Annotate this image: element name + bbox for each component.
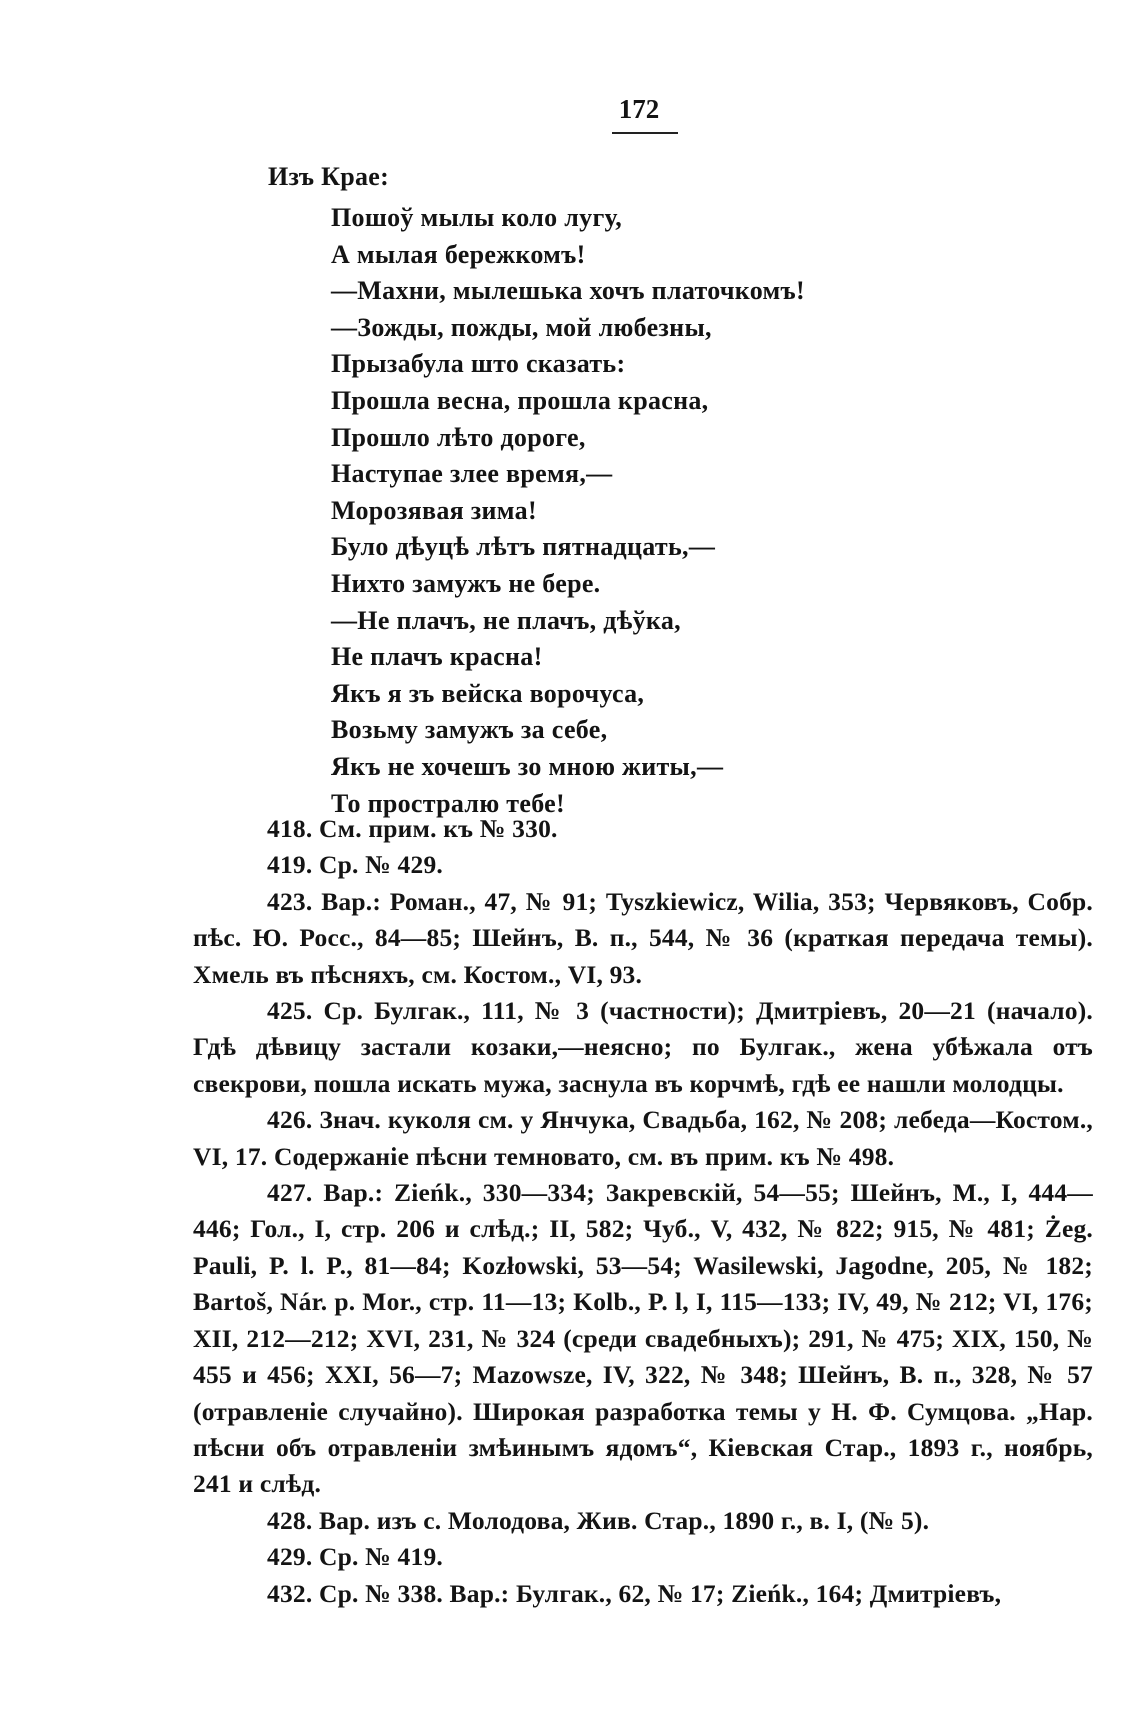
- song-text: [331, 200, 805, 822]
- note-number: 419.: [267, 850, 313, 880]
- note-number: 428.: [267, 1505, 313, 1535]
- note-text: Ср. № 429.: [319, 850, 443, 880]
- song-line: Нихто замужъ не бере.: [331, 568, 601, 598]
- song-line: —Махни, мылешька хочъ платочкомъ!: [331, 276, 805, 306]
- note-number: 425.: [267, 996, 313, 1026]
- song-line: Наступае злее время,—: [331, 459, 613, 489]
- page-number: 172: [618, 94, 660, 124]
- song-line: Прошла весна, прошла красна,: [331, 385, 709, 415]
- song-line: Пошоў мылы коло лугу,: [331, 203, 623, 232]
- song-line: Морозявая зима!: [331, 495, 537, 525]
- note-text: Вар. изъ с. Молодова, Жив. Стар., 1890 г., в. I, (№ 5).: [319, 1505, 930, 1535]
- note-text: Вар.: Роман., 47, № 91; Tyszkiewicz, Wilia, 353; Червяковъ, Собр. пѣс. Ю. Росс., 84—85; Шейнъ, В. п., 544, № 36 (краткая передача темы). Хмель въ пѣсняхъ, см. Костом., VI, 93.: [193, 886, 1093, 989]
- song-intro: Изъ Крае:: [268, 162, 390, 191]
- note-entry: [193, 884, 1093, 993]
- note-entry: [193, 1576, 1093, 1612]
- song-line: То простралю тебе!: [331, 788, 565, 818]
- page-number-underline: [612, 132, 678, 134]
- song-line: А мылая бережкомъ!: [331, 239, 586, 269]
- note-text: Ср. № 338. Вар.: Булгак., 62, № 17; Zieńk., 164; Дмитріевъ,: [319, 1578, 1002, 1608]
- notes-section: [193, 811, 1093, 1612]
- note-entry: [193, 1175, 1093, 1503]
- note-number: 427.: [267, 1178, 313, 1208]
- note-entry: [193, 1539, 1093, 1575]
- note-entry: [193, 847, 1093, 883]
- song-line: —Зожды, пожды, мой любезны,: [331, 312, 712, 342]
- song-line: Було дѣуцѣ лѣтъ пятнадцать,—: [331, 532, 716, 562]
- note-entry: [193, 1102, 1093, 1175]
- song-line: Возьму замужъ за себе,: [331, 715, 608, 745]
- note-entry: [193, 811, 1093, 847]
- song-line: Прызабула што сказать:: [331, 349, 626, 379]
- note-text: Ср. № 419.: [319, 1542, 443, 1572]
- note-number: 429.: [267, 1542, 313, 1572]
- song-line: Якъ я зъ вейска ворочуса,: [331, 678, 645, 708]
- note-number: 418.: [267, 814, 313, 843]
- song-line: Прошло лѣто дороге,: [331, 422, 586, 452]
- song-line: Якъ не хочешъ зо мною житы,—: [331, 751, 724, 781]
- note-text: Вар.: Zieńk., 330—334; Закревскій, 54—55; Шейнъ, М., I, 444—446; Гол., I, стр. 206 и слѣд.; II, 582; Чуб., V, 432, № 822; 915, № 481; Żeg. Pauli, P. l. P., 81—84; Kozłowski, 53—54; Wasilewski, Jagodne, 205, № 182; Bartoš, Nár. p. Mor., стр. 11—13; Kolb., P. l, I, 115—133; IV, 49, № 212; VI, 176; XII, 212—212; XVI, 231, № 324 (среди свадебныхъ); 291, № 475; XIX, 150, № 455 и 456; XXI, 56—7; Mazowsze, IV, 322, № 348; Шейнъ, В. п., 328, № 57 (отравленіе случайно). Широкая разработка темы у Н. Ф. Сумцова. „Нар. пѣсни объ отравленіи змѣинымъ ядомъ“, Кіевская Стар., 1893 г., ноябрь, 241 и слѣд.: [193, 1178, 1094, 1499]
- note-number: 432.: [267, 1578, 313, 1608]
- note-entry: [193, 993, 1093, 1102]
- note-number: 423.: [267, 886, 313, 916]
- note-entry: [193, 1503, 1093, 1539]
- note-text: Знач. куколя см. у Янчука, Свадьба, 162, № 208; лебеда—Костом., VI, 17. Содержаніе пѣсни темновато, см. въ прим. къ № 498.: [193, 1105, 1093, 1171]
- song-line: Не плачъ красна!: [331, 642, 543, 672]
- note-number: 426.: [267, 1105, 313, 1135]
- song-line: —Не плачъ, не плачъ, дѣўка,: [331, 605, 681, 635]
- note-text: Ср. Булгак., 111, № 3 (частности); Дмитріевъ, 20—21 (начало). Гдѣ дѣвицу застали козаки,—неясно; по Булгак., жена убѣжала отъ свекрови, пошла искать мужа, заснула въ корчмѣ, гдѣ ее нашли молодцы.: [193, 996, 1093, 1098]
- note-text: См. прим. къ № 330.: [319, 814, 558, 843]
